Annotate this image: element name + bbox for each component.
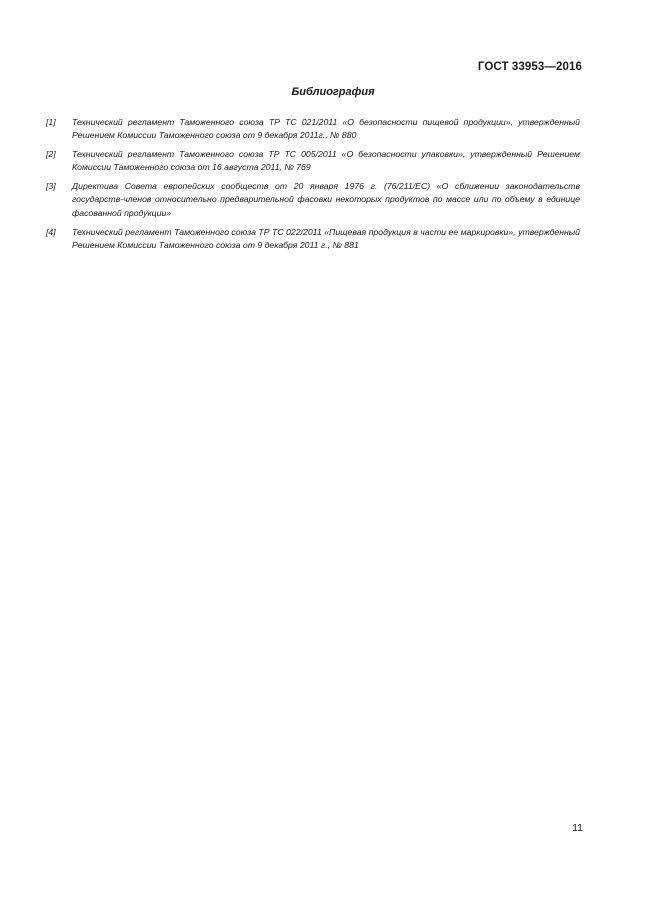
bibliography-item	[46, 116, 580, 143]
document-code: ГОСТ 33953—2016	[477, 61, 582, 73]
bibliography-item-text: Технический регламент Таможенного союза ТР ТС 021/2011 «О безопасности пищевой продукции», утвержденный Решением Комиссии Таможенного союза от 9 декабря 2011г., № 880	[72, 117, 580, 141]
bibliography-item-number: [4]	[46, 226, 56, 237]
bibliography-item-text: Директива Совета европейских сообществ от 20 января 1976 г. (76/211/ЕС) «О сближении законодательств государств-членов относительно предварительной фасовки некоторых продуктов по массе или по объему в единице фасованной продукции»	[72, 181, 580, 218]
bibliography-item-text: Технический регламент Таможенного союза ТР ТС 022/2011 «Пищевая продукция в части ее маркировки», утвержденный Решением Комиссии Таможенного союза от 9 декабря 2011 г., № 881	[72, 226, 580, 250]
section-title: Библиография	[291, 86, 375, 98]
bibliography-item-number: [1]	[46, 117, 56, 127]
bibliography-item-number: [3]	[46, 181, 56, 192]
bibliography-item-number: [2]	[46, 149, 56, 160]
page-number: 11	[572, 822, 583, 834]
bibliography-item-text: Технический регламент Таможенного союза ТР ТС 005/2011 «О безопасности упаковки», утвержденный Решением Комиссии Таможенного союза от 16 августа 2011, № 769	[72, 149, 580, 173]
bibliography-list	[46, 116, 580, 258]
bibliography-item	[46, 148, 580, 175]
bibliography-item	[46, 180, 580, 220]
bibliography-item	[46, 226, 580, 253]
